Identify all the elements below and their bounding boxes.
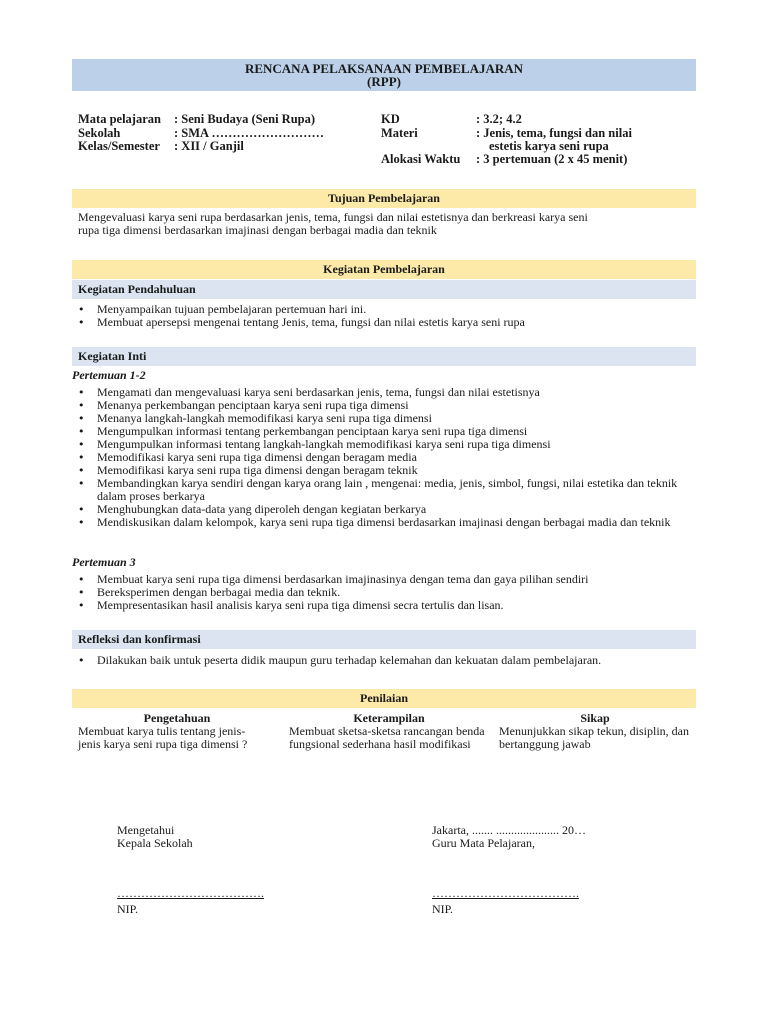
kepala-sekolah-label: Kepala Sekolah <box>117 836 193 850</box>
kelas-value: : XII / Ganjil <box>174 139 244 153</box>
tujuan-header <box>72 189 696 208</box>
pertemuan-1-2-label: Pertemuan 1-2 <box>72 368 146 382</box>
list-item: • Membuat karya seni rupa tiga dimensi berdasarkan imajinasinya dengan tema dan gaya pilihan sendiri <box>78 573 690 586</box>
alokasi-value: : 3 pertemuan (2 x 45 menit) <box>476 152 628 166</box>
signature-right <box>432 824 586 850</box>
list-item: • Membuat apersepsi mengenai tentang Jenis, tema, fungsi dan nilai estetis karya seni rupa <box>78 316 690 329</box>
refleksi-title: Refleksi dan konfirmasi <box>78 632 201 646</box>
list-item: • Mengumpulkan informasi tentang langkah-langkah memodifikasi karya seni rupa tiga dimensi <box>78 438 690 451</box>
list-item: • Menyampaikan tujuan pembelajaran pertemuan hari ini. <box>78 303 690 316</box>
sekolah-label: Sekolah <box>78 126 121 140</box>
right-nip-label: NIP. <box>432 902 454 916</box>
keterampilan-heading: Keterampilan <box>353 711 425 725</box>
list-item: • Memodifikasi karya seni rupa tiga dimensi dengan beragam media <box>78 451 690 464</box>
tujuan-text <box>78 211 690 237</box>
pengetahuan-heading: Pengetahuan <box>143 711 211 725</box>
penilaian-col-keterampilan <box>289 712 489 751</box>
kegiatan-title: Kegiatan Pembelajaran <box>323 262 445 276</box>
document-title: RENCANA PELAKSANAAN PEMBELAJARAN <box>244 61 524 76</box>
penilaian-title: Penilaian <box>359 691 408 705</box>
pendahuluan-list <box>78 303 690 329</box>
alokasi-label: Alokasi Waktu <box>381 152 461 166</box>
tujuan-title: Tujuan Pembelajaran <box>328 191 440 205</box>
list-item: • Mempresentasikan hasil analisis karya seni rupa tiga dimensi secra tertulis dan lisan. <box>78 599 690 612</box>
pendahuluan-title: Kegiatan Pendahuluan <box>78 282 196 296</box>
signature-left <box>117 824 193 850</box>
list-item: • Mengumpulkan informasi tentang perkembangan penciptaan karya seni rupa tiga dimensi <box>78 425 690 438</box>
sikap-heading: Sikap <box>580 711 610 725</box>
kd-label: KD <box>381 112 400 126</box>
list-item: • Memodifikasi karya seni rupa tiga dimensi dengan beragam teknik <box>78 464 690 477</box>
kegiatan-header <box>72 260 696 279</box>
list-item: • Mengamati dan mengevaluasi karya seni berdasarkan jenis, tema, fungsi dan nilai estetisnya <box>78 386 690 399</box>
list-item: • Bereksperimen dengan berbagai media dan teknik. <box>78 586 690 599</box>
inti-header <box>72 347 696 366</box>
pengetahuan-text: Membuat karya tulis tentang jenis-jenis karya seni rupa tiga dimensi ? <box>78 724 248 751</box>
penilaian-col-sikap <box>499 712 691 751</box>
list-item: • Menghubungkan data-data yang diperoleh dengan kegiatan berkarya <box>78 503 690 516</box>
sikap-text: Menunjukkan sikap tekun, disiplin, dan bertanggung jawab <box>499 724 689 751</box>
tujuan-line-1: Mengevaluasi karya seni rupa berdasarkan jenis, tema, fungsi dan nilai estetisnya dan berkreasi karya seni <box>78 210 588 224</box>
document-subtitle: (RPP) <box>367 74 401 89</box>
document-header <box>72 59 696 91</box>
pendahuluan-header <box>72 280 696 299</box>
penilaian-header <box>72 689 696 708</box>
materi-value-line2: estetis karya seni rupa <box>489 139 609 153</box>
mapel-label: Mata pelajaran <box>78 112 161 126</box>
mapel-value: : Seni Budaya (Seni Rupa) <box>174 112 316 126</box>
left-nip-label: NIP. <box>117 902 139 916</box>
list-item: • Menanya perkembangan penciptaan karya seni rupa tiga dimensi <box>78 399 690 412</box>
materi-value-line1: : Jenis, tema, fungsi dan nilai <box>476 126 632 140</box>
penilaian-col-pengetahuan <box>78 712 276 751</box>
list-item: • Mendiskusikan dalam kelompok, karya seni rupa tiga dimensi berdasarkan imajinasi dengan berbagai madia dan teknik <box>78 516 690 529</box>
mengetahui-label: Mengetahui <box>117 823 175 837</box>
kd-value: : 3.2; 4.2 <box>476 112 522 126</box>
list-item: • Dilakukan baik untuk peserta didik maupun guru terhadap kelemahan dan kekuatan dalam pembelajaran. <box>78 654 690 667</box>
materi-label: Materi <box>381 126 418 140</box>
list-item: • Membandingkan karya sendiri dengan karya orang lain , mengenai: media, jenis, simbol, fungsi, nilai estetika dan teknik dalam proses berkarya <box>78 477 690 503</box>
right-signature-line: ………………………………. <box>432 886 579 900</box>
left-signature-line: ………………………………. <box>117 886 264 900</box>
keterampilan-text: Membuat sketsa-sketsa rancangan benda fungsional sederhana hasil modifikasi <box>289 724 485 751</box>
pertemuan-3-label: Pertemuan 3 <box>72 555 136 569</box>
refleksi-list <box>78 654 690 667</box>
kelas-label: Kelas/Semester <box>78 139 160 153</box>
list-item: • Menanya langkah-langkah memodifikasi karya seni rupa tiga dimensi <box>78 412 690 425</box>
pertemuan-3-list <box>78 573 690 612</box>
refleksi-header <box>72 630 696 649</box>
sekolah-value: : SMA ……………………… <box>174 126 324 140</box>
tujuan-line-2: rupa tiga dimensi berdasarkan imajinasi dengan berbagai madia dan teknik <box>78 223 437 237</box>
place-date-line: Jakarta, ....... ..................... 20… <box>432 823 586 837</box>
guru-mapel-label: Guru Mata Pelajaran, <box>432 836 535 850</box>
inti-list <box>78 386 690 529</box>
inti-title: Kegiatan Inti <box>78 349 147 363</box>
